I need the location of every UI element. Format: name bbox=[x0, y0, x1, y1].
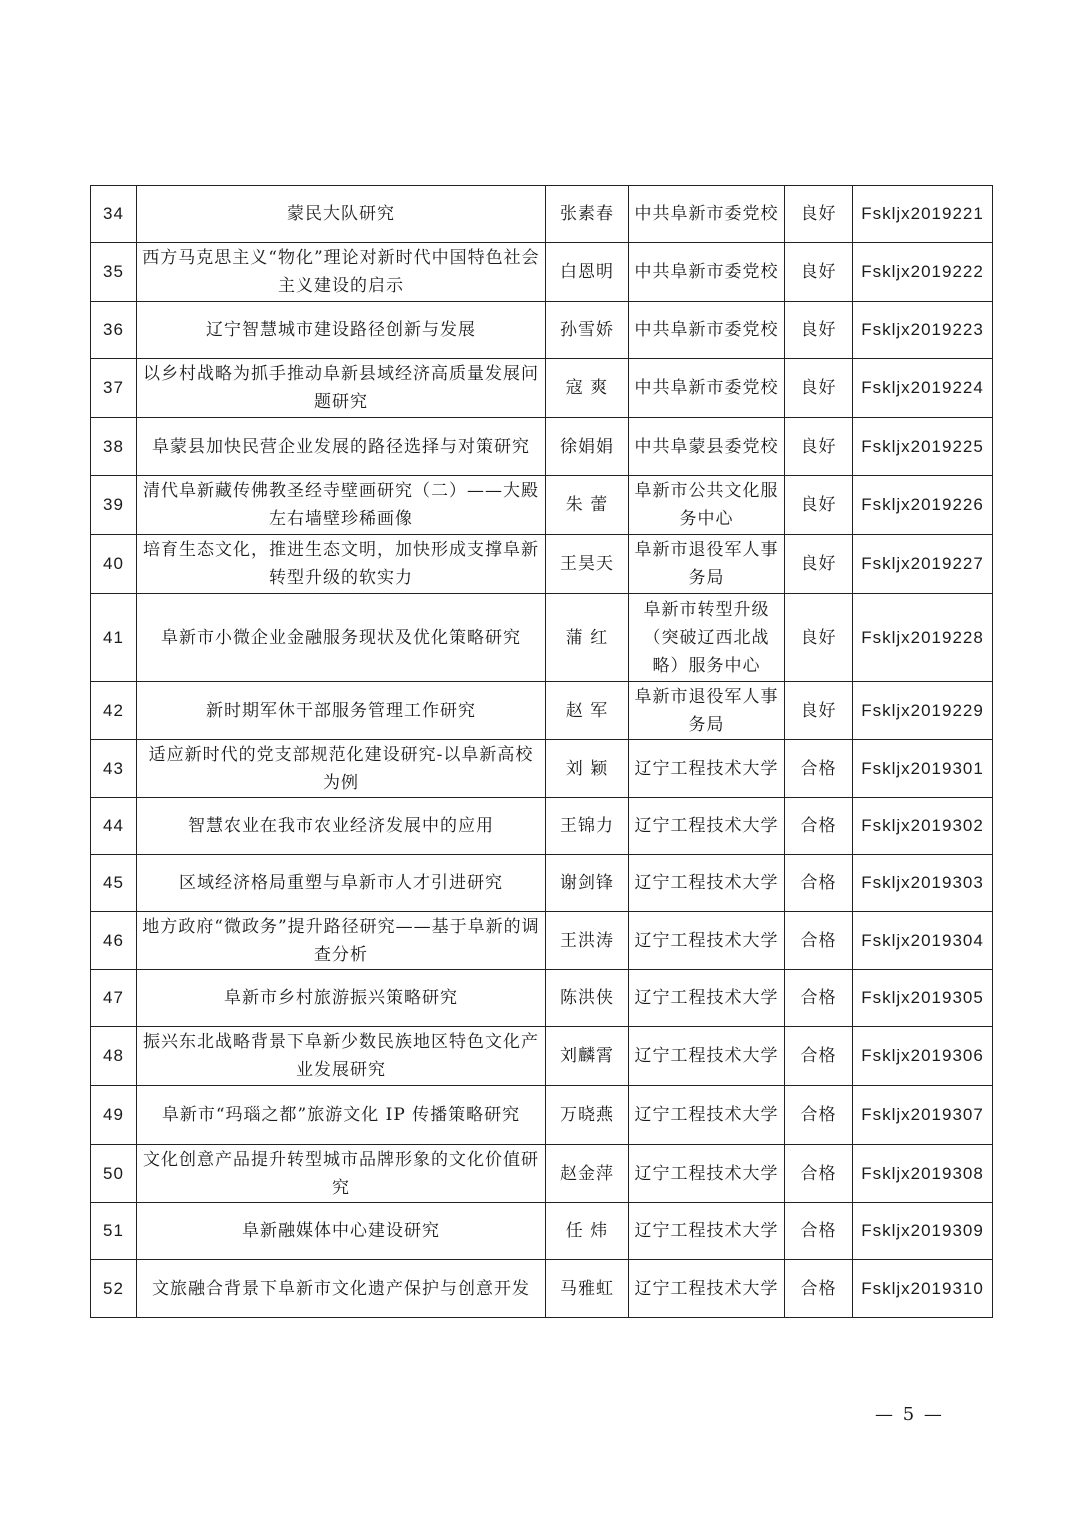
cell-grade: 良好 bbox=[785, 302, 853, 359]
cell-code: Fskljx2019229 bbox=[853, 682, 993, 740]
cell-code: Fskljx2019309 bbox=[853, 1203, 993, 1260]
cell-title: 阜新市乡村旅游振兴策略研究 bbox=[137, 970, 546, 1027]
cell-unit: 中共阜新市委党校 bbox=[629, 302, 785, 359]
cell-author: 王洪涛 bbox=[546, 912, 629, 970]
cell-author: 朱 蕾 bbox=[546, 476, 629, 535]
table-row bbox=[91, 682, 993, 740]
cell-unit: 阜新市退役军人事务局 bbox=[629, 682, 785, 740]
cell-code: Fskljx2019227 bbox=[853, 535, 993, 594]
cell-no: 40 bbox=[91, 535, 137, 594]
cell-author: 徐娟娟 bbox=[546, 418, 629, 476]
cell-author: 赵金萍 bbox=[546, 1145, 629, 1203]
cell-grade: 良好 bbox=[785, 535, 853, 594]
cell-unit: 辽宁工程技术大学 bbox=[629, 1260, 785, 1318]
cell-author: 张素春 bbox=[546, 186, 629, 243]
table-row bbox=[91, 1145, 993, 1203]
cell-no: 47 bbox=[91, 970, 137, 1027]
cell-no: 36 bbox=[91, 302, 137, 359]
table-row bbox=[91, 243, 993, 302]
cell-no: 48 bbox=[91, 1027, 137, 1086]
cell-grade: 合格 bbox=[785, 970, 853, 1027]
cell-code: Fskljx2019304 bbox=[853, 912, 993, 970]
cell-code: Fskljx2019302 bbox=[853, 798, 993, 855]
table-row bbox=[91, 418, 993, 476]
cell-title: 地方政府“微政务”提升路径研究——基于阜新的调查分析 bbox=[137, 912, 546, 970]
cell-grade: 良好 bbox=[785, 476, 853, 535]
cell-author: 赵 军 bbox=[546, 682, 629, 740]
cell-title: 西方马克思主义“物化”理论对新时代中国特色社会主义建设的启示 bbox=[137, 243, 546, 302]
table-row bbox=[91, 740, 993, 798]
cell-code: Fskljx2019225 bbox=[853, 418, 993, 476]
cell-title: 适应新时代的党支部规范化建设研究-以阜新高校为例 bbox=[137, 740, 546, 798]
cell-unit: 中共阜蒙县委党校 bbox=[629, 418, 785, 476]
cell-no: 42 bbox=[91, 682, 137, 740]
cell-grade: 合格 bbox=[785, 1027, 853, 1086]
cell-grade: 合格 bbox=[785, 1203, 853, 1260]
cell-author: 马雅虹 bbox=[546, 1260, 629, 1318]
cell-unit: 辽宁工程技术大学 bbox=[629, 912, 785, 970]
cell-title: 阜新融媒体中心建设研究 bbox=[137, 1203, 546, 1260]
cell-unit: 辽宁工程技术大学 bbox=[629, 1145, 785, 1203]
cell-unit: 中共阜新市委党校 bbox=[629, 359, 785, 418]
cell-code: Fskljx2019226 bbox=[853, 476, 993, 535]
cell-no: 45 bbox=[91, 855, 137, 912]
cell-title: 新时期军休干部服务管理工作研究 bbox=[137, 682, 546, 740]
cell-code: Fskljx2019306 bbox=[853, 1027, 993, 1086]
cell-title: 清代阜新藏传佛教圣经寺壁画研究（二）——大殿左右墙壁珍稀画像 bbox=[137, 476, 546, 535]
cell-grade: 合格 bbox=[785, 912, 853, 970]
cell-code: Fskljx2019224 bbox=[853, 359, 993, 418]
cell-code: Fskljx2019221 bbox=[853, 186, 993, 243]
results-table-body bbox=[91, 186, 993, 1318]
cell-code: Fskljx2019303 bbox=[853, 855, 993, 912]
cell-no: 51 bbox=[91, 1203, 137, 1260]
table-row bbox=[91, 1086, 993, 1145]
cell-code: Fskljx2019301 bbox=[853, 740, 993, 798]
table-row bbox=[91, 1260, 993, 1318]
cell-title: 辽宁智慧城市建设路径创新与发展 bbox=[137, 302, 546, 359]
cell-author: 刘 颖 bbox=[546, 740, 629, 798]
results-table bbox=[90, 185, 993, 1318]
cell-grade: 良好 bbox=[785, 682, 853, 740]
cell-no: 43 bbox=[91, 740, 137, 798]
cell-code: Fskljx2019305 bbox=[853, 970, 993, 1027]
cell-unit: 阜新市公共文化服务中心 bbox=[629, 476, 785, 535]
table-row bbox=[91, 594, 993, 682]
cell-unit: 辽宁工程技术大学 bbox=[629, 970, 785, 1027]
cell-title: 振兴东北战略背景下阜新少数民族地区特色文化产业发展研究 bbox=[137, 1027, 546, 1086]
table-row bbox=[91, 912, 993, 970]
cell-author: 王昊天 bbox=[546, 535, 629, 594]
cell-no: 49 bbox=[91, 1086, 137, 1145]
cell-unit: 辽宁工程技术大学 bbox=[629, 1203, 785, 1260]
cell-author: 蒲 红 bbox=[546, 594, 629, 682]
cell-no: 37 bbox=[91, 359, 137, 418]
cell-author: 谢剑锋 bbox=[546, 855, 629, 912]
cell-unit: 辽宁工程技术大学 bbox=[629, 740, 785, 798]
cell-code: Fskljx2019228 bbox=[853, 594, 993, 682]
table-row bbox=[91, 855, 993, 912]
cell-author: 万晓燕 bbox=[546, 1086, 629, 1145]
cell-unit: 辽宁工程技术大学 bbox=[629, 798, 785, 855]
cell-grade: 合格 bbox=[785, 1086, 853, 1145]
table-row bbox=[91, 970, 993, 1027]
cell-code: Fskljx2019223 bbox=[853, 302, 993, 359]
cell-author: 王锦力 bbox=[546, 798, 629, 855]
table-row bbox=[91, 476, 993, 535]
cell-no: 38 bbox=[91, 418, 137, 476]
cell-unit: 阜新市退役军人事务局 bbox=[629, 535, 785, 594]
cell-no: 34 bbox=[91, 186, 137, 243]
cell-title: 阜新市小微企业金融服务现状及优化策略研究 bbox=[137, 594, 546, 682]
cell-no: 46 bbox=[91, 912, 137, 970]
cell-grade: 良好 bbox=[785, 594, 853, 682]
cell-grade: 合格 bbox=[785, 1145, 853, 1203]
cell-title: 文旅融合背景下阜新市文化遗产保护与创意开发 bbox=[137, 1260, 546, 1318]
table-row bbox=[91, 186, 993, 243]
cell-grade: 合格 bbox=[785, 1260, 853, 1318]
cell-grade: 合格 bbox=[785, 855, 853, 912]
table-row bbox=[91, 535, 993, 594]
cell-author: 刘麟霄 bbox=[546, 1027, 629, 1086]
cell-grade: 合格 bbox=[785, 740, 853, 798]
cell-no: 52 bbox=[91, 1260, 137, 1318]
table-row bbox=[91, 798, 993, 855]
cell-title: 智慧农业在我市农业经济发展中的应用 bbox=[137, 798, 546, 855]
cell-title: 蒙民大队研究 bbox=[137, 186, 546, 243]
cell-unit: 阜新市转型升级（突破辽西北战略）服务中心 bbox=[629, 594, 785, 682]
cell-code: Fskljx2019307 bbox=[853, 1086, 993, 1145]
cell-grade: 良好 bbox=[785, 359, 853, 418]
cell-unit: 中共阜新市委党校 bbox=[629, 186, 785, 243]
table-row bbox=[91, 302, 993, 359]
cell-title: 培育生态文化，推进生态文明，加快形成支撑阜新转型升级的软实力 bbox=[137, 535, 546, 594]
cell-code: Fskljx2019310 bbox=[853, 1260, 993, 1318]
cell-no: 41 bbox=[91, 594, 137, 682]
cell-grade: 良好 bbox=[785, 418, 853, 476]
page-number: — 5 — bbox=[875, 1404, 944, 1425]
cell-code: Fskljx2019222 bbox=[853, 243, 993, 302]
cell-title: 文化创意产品提升转型城市品牌形象的文化价值研究 bbox=[137, 1145, 546, 1203]
table-row bbox=[91, 359, 993, 418]
cell-author: 陈洪侠 bbox=[546, 970, 629, 1027]
cell-unit: 辽宁工程技术大学 bbox=[629, 855, 785, 912]
cell-author: 任 炜 bbox=[546, 1203, 629, 1260]
cell-unit: 辽宁工程技术大学 bbox=[629, 1086, 785, 1145]
cell-no: 39 bbox=[91, 476, 137, 535]
cell-title: 区域经济格局重塑与阜新市人才引进研究 bbox=[137, 855, 546, 912]
cell-grade: 良好 bbox=[785, 186, 853, 243]
cell-unit: 辽宁工程技术大学 bbox=[629, 1027, 785, 1086]
cell-author: 孙雪娇 bbox=[546, 302, 629, 359]
cell-grade: 合格 bbox=[785, 798, 853, 855]
cell-unit: 中共阜新市委党校 bbox=[629, 243, 785, 302]
cell-no: 44 bbox=[91, 798, 137, 855]
cell-title: 阜蒙县加快民营企业发展的路径选择与对策研究 bbox=[137, 418, 546, 476]
cell-title: 以乡村战略为抓手推动阜新县域经济高质量发展问题研究 bbox=[137, 359, 546, 418]
cell-author: 白恩明 bbox=[546, 243, 629, 302]
table-row bbox=[91, 1027, 993, 1086]
cell-grade: 良好 bbox=[785, 243, 853, 302]
cell-title: 阜新市“玛瑙之都”旅游文化 IP 传播策略研究 bbox=[137, 1086, 546, 1145]
cell-no: 50 bbox=[91, 1145, 137, 1203]
table-row bbox=[91, 1203, 993, 1260]
cell-code: Fskljx2019308 bbox=[853, 1145, 993, 1203]
cell-author: 寇 爽 bbox=[546, 359, 629, 418]
cell-no: 35 bbox=[91, 243, 137, 302]
